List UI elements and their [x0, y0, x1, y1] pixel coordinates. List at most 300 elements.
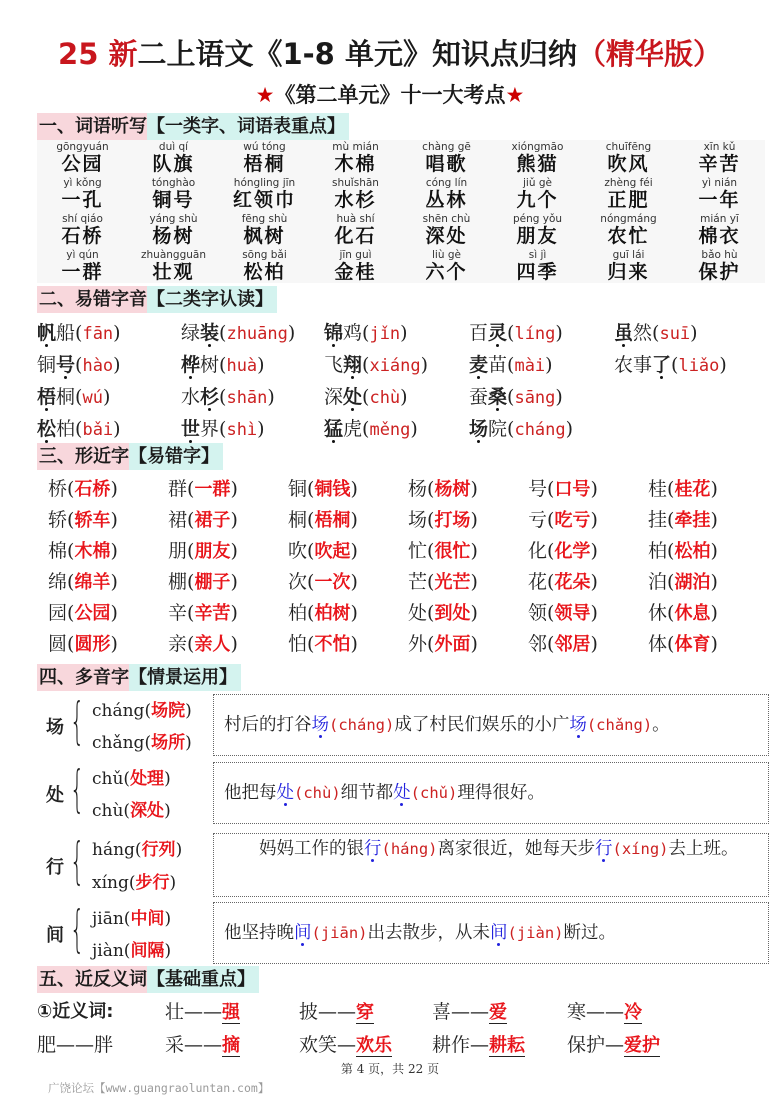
pronunciation-item — [324, 382, 469, 414]
star-icon: ★ — [505, 83, 525, 107]
vocab-item — [128, 212, 219, 248]
base-char: 外 — [408, 633, 428, 655]
synonym-answer: 穿 — [356, 1002, 375, 1023]
similar-char-item — [408, 474, 528, 505]
pronunciation-item — [37, 318, 181, 350]
paren: ) — [164, 769, 171, 789]
reading-example: 行列 — [141, 840, 176, 860]
example-word: 木棉 — [74, 541, 111, 562]
similar-char-item — [288, 598, 408, 629]
paren: ( — [547, 633, 555, 655]
synonym-word: 披—— — [299, 1001, 357, 1023]
example-word: 不怕 — [314, 634, 351, 655]
sentence-pinyin: (chǎng) — [586, 716, 653, 734]
pronunciation-word — [181, 322, 219, 344]
pronunciation-item — [324, 318, 469, 350]
vocab-item — [674, 176, 765, 212]
base-char: 裙 — [168, 509, 188, 531]
vocab-word: 水杉 — [334, 189, 377, 211]
example-sentence-box — [213, 694, 769, 756]
polyphone-block — [40, 833, 770, 899]
similar-char-item — [408, 598, 528, 629]
key-char: 号 — [56, 354, 76, 376]
paren: ) — [257, 418, 265, 440]
paren: ) — [590, 509, 598, 531]
pronunciation-item — [37, 414, 181, 446]
polyphone-char: 处 — [46, 785, 64, 806]
vocab-word: 正肥 — [607, 189, 650, 211]
paren: ) — [590, 540, 598, 562]
vocab-item — [583, 140, 674, 176]
example-word: 松柏 — [674, 541, 711, 562]
paren: ( — [187, 602, 195, 624]
highlighted-char: 场 — [311, 715, 329, 735]
paren: ) — [185, 701, 192, 721]
paren: ) — [257, 354, 265, 376]
paren: ) — [110, 509, 118, 531]
paren: ( — [67, 540, 75, 562]
paren: ) — [267, 386, 275, 408]
vocab-pinyin: cóng lín — [425, 177, 468, 189]
paren: ) — [590, 571, 598, 593]
synonym-answer: 冷 — [624, 1002, 643, 1023]
pronunciation-word — [181, 386, 219, 408]
word-suffix: 苗 — [488, 354, 508, 376]
page-indicator: 第 4 页，共 22 页 — [340, 1062, 440, 1076]
key-char: 杉 — [200, 386, 220, 408]
paren: ( — [67, 509, 75, 531]
paren: ( — [144, 701, 152, 721]
synonym-pair — [567, 1030, 660, 1057]
example-word: 口号 — [554, 479, 591, 500]
base-char: 棚 — [168, 571, 188, 593]
paren: ) — [470, 509, 478, 531]
paren: ) — [410, 418, 418, 440]
base-char: 场 — [408, 509, 428, 531]
similar-char-item — [48, 505, 168, 536]
paren: ) — [545, 354, 553, 376]
subtitle-text: 《第二单元》十一大考点 — [274, 83, 506, 107]
example-sentence-box — [213, 902, 769, 964]
vocab-pinyin: yì qún — [66, 249, 99, 261]
vocab-item — [37, 248, 128, 284]
paren: ( — [187, 509, 195, 531]
section-heading-dictation — [37, 113, 349, 140]
pinyin: fān — [82, 324, 114, 344]
base-char: 亲 — [168, 633, 188, 655]
polyphone-reading — [92, 728, 192, 753]
polyphone-reading — [92, 796, 171, 821]
paren: ) — [555, 322, 563, 344]
paren: ( — [134, 840, 142, 860]
paren: ( — [427, 633, 435, 655]
paren: ) — [169, 873, 177, 893]
paren: ) — [110, 540, 118, 562]
similar-char-item — [648, 536, 768, 567]
paren: ) — [230, 571, 238, 593]
base-char: 桐 — [288, 509, 308, 531]
vocab-word: 吹风 — [607, 153, 650, 175]
base-char: 辛 — [168, 602, 188, 624]
word-prefix: 绿 — [181, 322, 201, 344]
vocab-item — [310, 248, 401, 284]
paren: ( — [187, 633, 195, 655]
key-char: 处 — [343, 386, 363, 408]
base-char: 花 — [528, 571, 548, 593]
paren: ( — [507, 322, 515, 344]
key-char: 虽 — [614, 322, 634, 344]
synonym-answer: 强 — [222, 1002, 241, 1023]
base-char: 杨 — [408, 478, 428, 500]
pronunciation-word — [469, 322, 507, 344]
similar-char-item — [48, 536, 168, 567]
paren: ( — [667, 509, 675, 531]
synonym-answer: 爱 — [489, 1002, 508, 1023]
example-word: 湖泊 — [674, 572, 711, 593]
paren: ) — [710, 478, 718, 500]
paren: ( — [123, 909, 131, 929]
document-subtitle — [0, 79, 780, 109]
key-char: 麦 — [469, 354, 489, 376]
word-suffix: 鸡 — [343, 322, 363, 344]
example-word: 裙子 — [194, 510, 231, 531]
pronunciation-item — [37, 382, 181, 414]
pinyin: měng — [369, 420, 411, 440]
similar-char-item — [408, 567, 528, 598]
example-word: 一群 — [194, 479, 231, 500]
base-char: 朋 — [168, 540, 188, 562]
paren: ( — [75, 386, 83, 408]
vocab-pinyin: yì kǒng — [63, 177, 102, 189]
paren: ) — [350, 602, 358, 624]
section-tag: 【基础重点】 — [147, 966, 259, 993]
section-tag: 【一类字、词语表重点】 — [147, 113, 349, 140]
sentence-text: 他把每 — [224, 783, 277, 803]
section-heading-similar-chars — [37, 443, 223, 470]
example-word: 打场 — [434, 510, 471, 531]
vocab-item — [310, 176, 401, 212]
synonym-row — [37, 997, 767, 1027]
synonym-answer: 爱护 — [624, 1035, 661, 1056]
vocab-word: 九个 — [516, 189, 559, 211]
sentence-pinyin: (cháng) — [329, 716, 395, 734]
vocab-item — [128, 176, 219, 212]
polyphone-reading — [92, 936, 171, 961]
vocab-pinyin: shuǐshān — [332, 177, 379, 189]
similar-char-item — [528, 536, 648, 567]
pronunciation-item — [469, 318, 614, 350]
section-number: 四、多音字 — [37, 664, 129, 691]
paren: ) — [590, 478, 598, 500]
highlighted-char: 行 — [364, 839, 382, 859]
pinyin: jǐn — [369, 324, 401, 344]
paren: ( — [219, 322, 227, 344]
vocab-pinyin: shēn chù — [422, 213, 471, 225]
paren: ( — [427, 478, 435, 500]
similar-char-item — [528, 474, 648, 505]
paren: ( — [67, 633, 75, 655]
vocab-pinyin: mián yī — [700, 213, 739, 225]
highlighted-char: 场 — [569, 715, 587, 735]
base-char: 桂 — [648, 478, 668, 500]
similar-char-item — [408, 536, 528, 567]
paren: ( — [547, 509, 555, 531]
example-word: 亲人 — [194, 634, 231, 655]
vocab-item — [674, 248, 765, 284]
sentence-pinyin: (háng) — [381, 840, 438, 858]
paren: ( — [362, 322, 370, 344]
example-word: 吃亏 — [554, 510, 591, 531]
section-heading-polyphones — [37, 664, 241, 691]
pinyin: huà — [226, 356, 258, 376]
pronunciation-item — [324, 414, 469, 446]
vocab-item — [37, 176, 128, 212]
reading-pinyin: chǎng — [92, 733, 145, 753]
vocab-pinyin: xióngmāo — [511, 141, 564, 153]
paren: ( — [667, 540, 675, 562]
paren: ) — [470, 540, 478, 562]
reading-pinyin: cháng — [92, 701, 145, 721]
synonym-pair — [165, 1030, 240, 1057]
section-number: 一、词语听写 — [37, 113, 147, 140]
brace-icon: { — [70, 832, 85, 890]
title-suffix: （精华版） — [576, 37, 722, 71]
paren: ) — [110, 602, 118, 624]
document-title — [0, 32, 780, 73]
vocab-word: 农忙 — [607, 225, 650, 247]
pronunciation-item — [181, 350, 324, 382]
similar-char-item — [168, 598, 288, 629]
synonym-word: 寒—— — [567, 1001, 625, 1023]
paren: ) — [590, 602, 598, 624]
vocab-pinyin: nóngmáng — [600, 213, 657, 225]
vocab-word: 归来 — [607, 261, 650, 283]
paren: ( — [652, 322, 660, 344]
base-char: 处 — [408, 602, 428, 624]
pronunciation-word — [37, 354, 75, 376]
paren: ( — [187, 478, 195, 500]
paren: ( — [307, 540, 315, 562]
key-char: 场 — [469, 418, 489, 440]
word-suffix: 船 — [56, 322, 76, 344]
vocab-pinyin: sōng bǎi — [242, 249, 287, 261]
sentence-text: 他坚持晚 — [224, 923, 294, 943]
pronunciation-word — [37, 418, 75, 440]
base-char: 怕 — [288, 633, 308, 655]
synonym-pair — [299, 1030, 392, 1057]
section-number: 五、近反义词 — [37, 966, 147, 993]
key-char: 世 — [181, 418, 201, 440]
pronunciation-word — [181, 418, 219, 440]
pinyin: chù — [369, 388, 401, 408]
section-number: 三、形近字 — [37, 443, 129, 470]
example-word: 很忙 — [434, 541, 471, 562]
vocab-word: 枫树 — [243, 225, 286, 247]
section-number: 二、易错字音 — [37, 286, 147, 313]
similar-char-item — [648, 567, 768, 598]
vocab-pinyin: mù mián — [332, 141, 379, 153]
base-char: 体 — [648, 633, 668, 655]
section-heading-pronunciation — [37, 286, 277, 313]
paren: ( — [123, 769, 131, 789]
paren: ( — [427, 602, 435, 624]
sentence-text: 去上班。 — [668, 839, 739, 859]
paren: ) — [350, 571, 358, 593]
vocab-pinyin: fēng shù — [241, 213, 288, 225]
paren: ) — [350, 540, 358, 562]
pronunciation-word — [614, 322, 652, 344]
paren: ) — [102, 386, 111, 408]
paren: ( — [75, 322, 83, 344]
pinyin: líng — [514, 324, 556, 344]
paren: ( — [128, 873, 136, 893]
section-tag: 【情景运用】 — [129, 664, 241, 691]
section-heading-synonyms — [37, 966, 259, 993]
key-char: 桦 — [181, 354, 201, 376]
paren: ) — [287, 322, 296, 344]
synonym-pair — [432, 997, 507, 1024]
watermark: 广饶论坛【www.guangraoluntan.com】 — [48, 1081, 270, 1095]
word-prefix: 百 — [469, 322, 489, 344]
example-word: 邻居 — [554, 634, 591, 655]
highlighted-char: 行 — [595, 839, 613, 859]
vocab-word: 队旗 — [152, 153, 195, 175]
pronunciation-item — [614, 382, 767, 414]
vocab-pinyin: chuīfēng — [605, 141, 652, 153]
paren: ( — [307, 571, 315, 593]
vocab-word: 熊猫 — [516, 153, 559, 175]
word-prefix: 飞 — [324, 354, 344, 376]
pronunciation-item — [469, 350, 614, 382]
vocab-pinyin: shí qiáo — [62, 213, 103, 225]
base-char: 化 — [528, 540, 548, 562]
paren: ( — [362, 354, 370, 376]
section-tag: 【二类字认读】 — [147, 286, 277, 313]
polyphone-reading — [92, 835, 182, 860]
paren: ( — [67, 602, 75, 624]
pronunciation-item — [614, 414, 767, 446]
paren: ( — [547, 602, 555, 624]
paren: ( — [667, 633, 675, 655]
example-word: 铜钱 — [314, 479, 351, 500]
example-sentence — [224, 834, 758, 864]
vocab-word: 辛苦 — [698, 153, 741, 175]
similar-char-item — [528, 505, 648, 536]
paren: ) — [350, 509, 358, 531]
paren: ( — [667, 602, 675, 624]
example-word: 公园 — [74, 603, 111, 624]
brace-icon: { — [70, 692, 85, 750]
vocab-pinyin: zhuàngguān — [141, 249, 206, 261]
vocab-item — [37, 140, 128, 176]
vocab-word: 石桥 — [61, 225, 104, 247]
pronunciation-word — [469, 386, 507, 408]
vocab-item — [219, 176, 310, 212]
paren: ) — [470, 602, 478, 624]
example-word: 梧桐 — [314, 510, 351, 531]
pronunciation-item — [469, 382, 614, 414]
word-prefix: 铜 — [37, 354, 57, 376]
paren: ( — [667, 478, 675, 500]
example-word: 一次 — [314, 572, 351, 593]
example-word: 牵挂 — [674, 510, 711, 531]
pronunciation-word — [614, 354, 671, 376]
reading-pinyin: háng — [92, 840, 135, 860]
vocab-item — [583, 176, 674, 212]
synonym-pair — [567, 997, 642, 1024]
vocab-pinyin: gōngyuán — [56, 141, 109, 153]
base-char: 亏 — [528, 509, 548, 531]
paren: ) — [710, 602, 718, 624]
key-char: 帆 — [37, 322, 57, 344]
example-word: 领导 — [554, 603, 591, 624]
synonym-answer: 耕耘 — [489, 1035, 526, 1056]
example-sentence-box — [213, 833, 769, 897]
paren: ) — [185, 733, 192, 753]
paren: ( — [427, 540, 435, 562]
example-word: 外面 — [434, 634, 471, 655]
reading-pinyin: chù — [92, 801, 124, 821]
word-suffix: 然 — [633, 322, 653, 344]
base-char: 忙 — [408, 540, 428, 562]
example-word: 杨树 — [434, 479, 471, 500]
paren: ) — [175, 840, 183, 860]
word-suffix: 院 — [488, 418, 508, 440]
paren: ( — [427, 509, 435, 531]
star-icon: ★ — [255, 83, 275, 107]
paren: ( — [667, 571, 675, 593]
sentence-text: 出去散步，从未 — [367, 923, 490, 943]
base-char: 柏 — [648, 540, 668, 562]
reading-example: 深处 — [130, 801, 165, 821]
polyphone-reading — [92, 764, 171, 789]
key-char: 锦 — [324, 322, 344, 344]
pronunciation-word — [324, 386, 362, 408]
polyphone-char: 行 — [46, 857, 64, 878]
key-char: 翔 — [343, 354, 363, 376]
word-suffix: 虎 — [343, 418, 363, 440]
pronunciation-item — [614, 350, 767, 382]
reading-example: 步行 — [135, 873, 170, 893]
pronunciation-word — [37, 322, 75, 344]
example-word: 花朵 — [554, 572, 591, 593]
base-char: 吹 — [288, 540, 308, 562]
sentence-pinyin: (jiàn) — [507, 924, 564, 942]
base-char: 领 — [528, 602, 548, 624]
paren: ( — [307, 602, 315, 624]
synonym-pair — [432, 1030, 525, 1057]
pinyin: wú — [82, 388, 103, 408]
word-suffix: 树 — [200, 354, 220, 376]
pronunciation-item — [181, 382, 324, 414]
pronunciation-item — [614, 318, 767, 350]
similar-char-item — [168, 629, 288, 660]
reading-pinyin: chǔ — [92, 769, 124, 789]
pinyin: hào — [82, 356, 114, 376]
pronunciation-word — [181, 354, 219, 376]
base-char: 挂 — [648, 509, 668, 531]
vocab-item — [492, 140, 583, 176]
pinyin: liǎo — [678, 356, 720, 376]
paren: ( — [67, 478, 75, 500]
polyphone-reading — [92, 868, 176, 893]
vocab-word: 杨树 — [152, 225, 195, 247]
synonym-pair — [165, 997, 240, 1024]
paren: ) — [565, 418, 574, 440]
pronunciation-word — [324, 418, 362, 440]
pronunciation-item — [181, 318, 324, 350]
vocab-item — [492, 176, 583, 212]
